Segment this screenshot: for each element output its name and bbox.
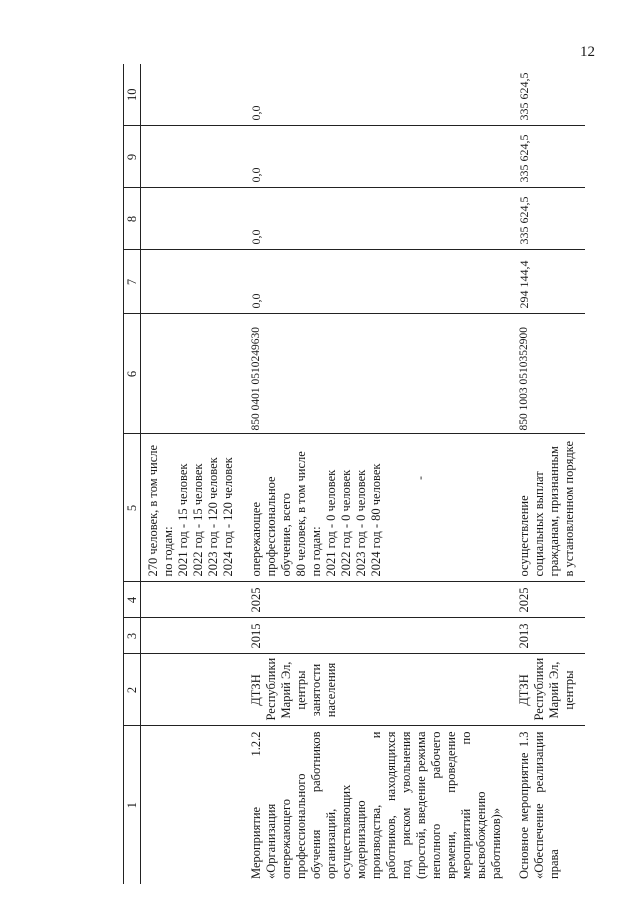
cell-budget-code: 850 0401 0510249630 [244, 314, 512, 434]
col-header-1: 1 [124, 726, 141, 884]
cell-end-year [141, 582, 245, 618]
col-header-7: 7 [124, 250, 141, 314]
cell-budget-code: 850 1003 0510352900 [512, 314, 585, 434]
col-header-4: 4 [124, 582, 141, 618]
cell-budget-code [141, 314, 245, 434]
col-header-5: 5 [124, 434, 141, 582]
result-line: 2024 год - 80 человек [369, 463, 383, 577]
result-line: 2021 год - 0 человек [324, 469, 338, 577]
cell-end-year: 2025 [244, 582, 512, 618]
cell-amount: 0,0 [244, 64, 512, 126]
rotated-table-page [123, 64, 583, 884]
cell-start-year [141, 618, 245, 654]
result-line: 2021 год - 15 человек [176, 463, 190, 577]
cell-start-year: 2013 [512, 618, 585, 654]
result-line: 2023 год - 120 человек [206, 457, 220, 577]
result-line: обучение, всего [279, 492, 293, 577]
result-line: гражданам, признанным [547, 446, 561, 577]
col-header-8: 8 [124, 188, 141, 250]
result-line: 80 человек, в том числе [294, 451, 308, 577]
cell-event: Мероприятие 1.2.2 «Организация опережающего профессионального обучения работников организаций, осуществляющих модернизацию производства, и работников, находящихся под риском увольнения (простой, введение режима неполного рабочего времени, проведение мероприятий по высвобождению работников)» [249, 731, 503, 879]
cell-end-year: 2025 [512, 582, 585, 618]
cell-amount: 294 144,4 [512, 250, 585, 314]
col-header-10: 10 [124, 64, 141, 126]
result-line: по годам: [161, 526, 175, 577]
cell-amount: 0,0 [244, 126, 512, 188]
page-number: 12 [580, 44, 595, 60]
header-row [124, 64, 141, 884]
result-line: 2022 год - 15 человек [191, 463, 205, 577]
cell-start-year: 2015 [244, 618, 512, 654]
table-row [244, 64, 512, 884]
col-header-9: 9 [124, 126, 141, 188]
result-line: профессиональное [264, 476, 278, 577]
table-row [512, 64, 585, 884]
cell-event: Основное мероприятие 1.3 «Обеспечение реализации права [517, 731, 561, 879]
cell-amount: 335 624,5 [512, 188, 585, 250]
result-line: 2023 год - 0 человек [354, 469, 368, 577]
cell-result [512, 434, 585, 582]
cell-executor: ДТЗН Республики Марий Эл, центры занятости населения [244, 654, 512, 726]
col-header-3: 3 [124, 618, 141, 654]
cell-amount [141, 250, 245, 314]
cell-amount: 335 624,5 [512, 64, 585, 126]
cell-amount: 0,0 [244, 188, 512, 250]
cell-amount [141, 126, 245, 188]
cell-executor: ДТЗН Республики Марий Эл, центры [512, 654, 585, 726]
cell-executor [141, 654, 245, 726]
result-line: опережающее [249, 501, 263, 577]
result-line: в установленном порядке [562, 441, 576, 577]
cell-amount [141, 188, 245, 250]
col-header-2: 2 [124, 654, 141, 726]
result-line: 270 человек, в том числе [146, 444, 160, 577]
cell-result [244, 434, 512, 582]
result-line: социальных выплат [532, 471, 546, 577]
result-line: осуществление [517, 495, 531, 577]
cell-amount: 335 624,5 [512, 126, 585, 188]
cell-amount: 0,0 [244, 250, 512, 314]
result-line: по годам: [309, 526, 323, 577]
program-table [123, 64, 585, 884]
cell-result [141, 434, 245, 582]
col-header-6: 6 [124, 314, 141, 434]
table-row [141, 64, 245, 884]
cell-amount [141, 64, 245, 126]
result-line: 2024 год - 120 человек [221, 457, 235, 577]
cell-event [141, 726, 245, 884]
result-line: 2022 год - 0 человек [339, 469, 353, 577]
stray-dash-mark: - [413, 476, 427, 480]
